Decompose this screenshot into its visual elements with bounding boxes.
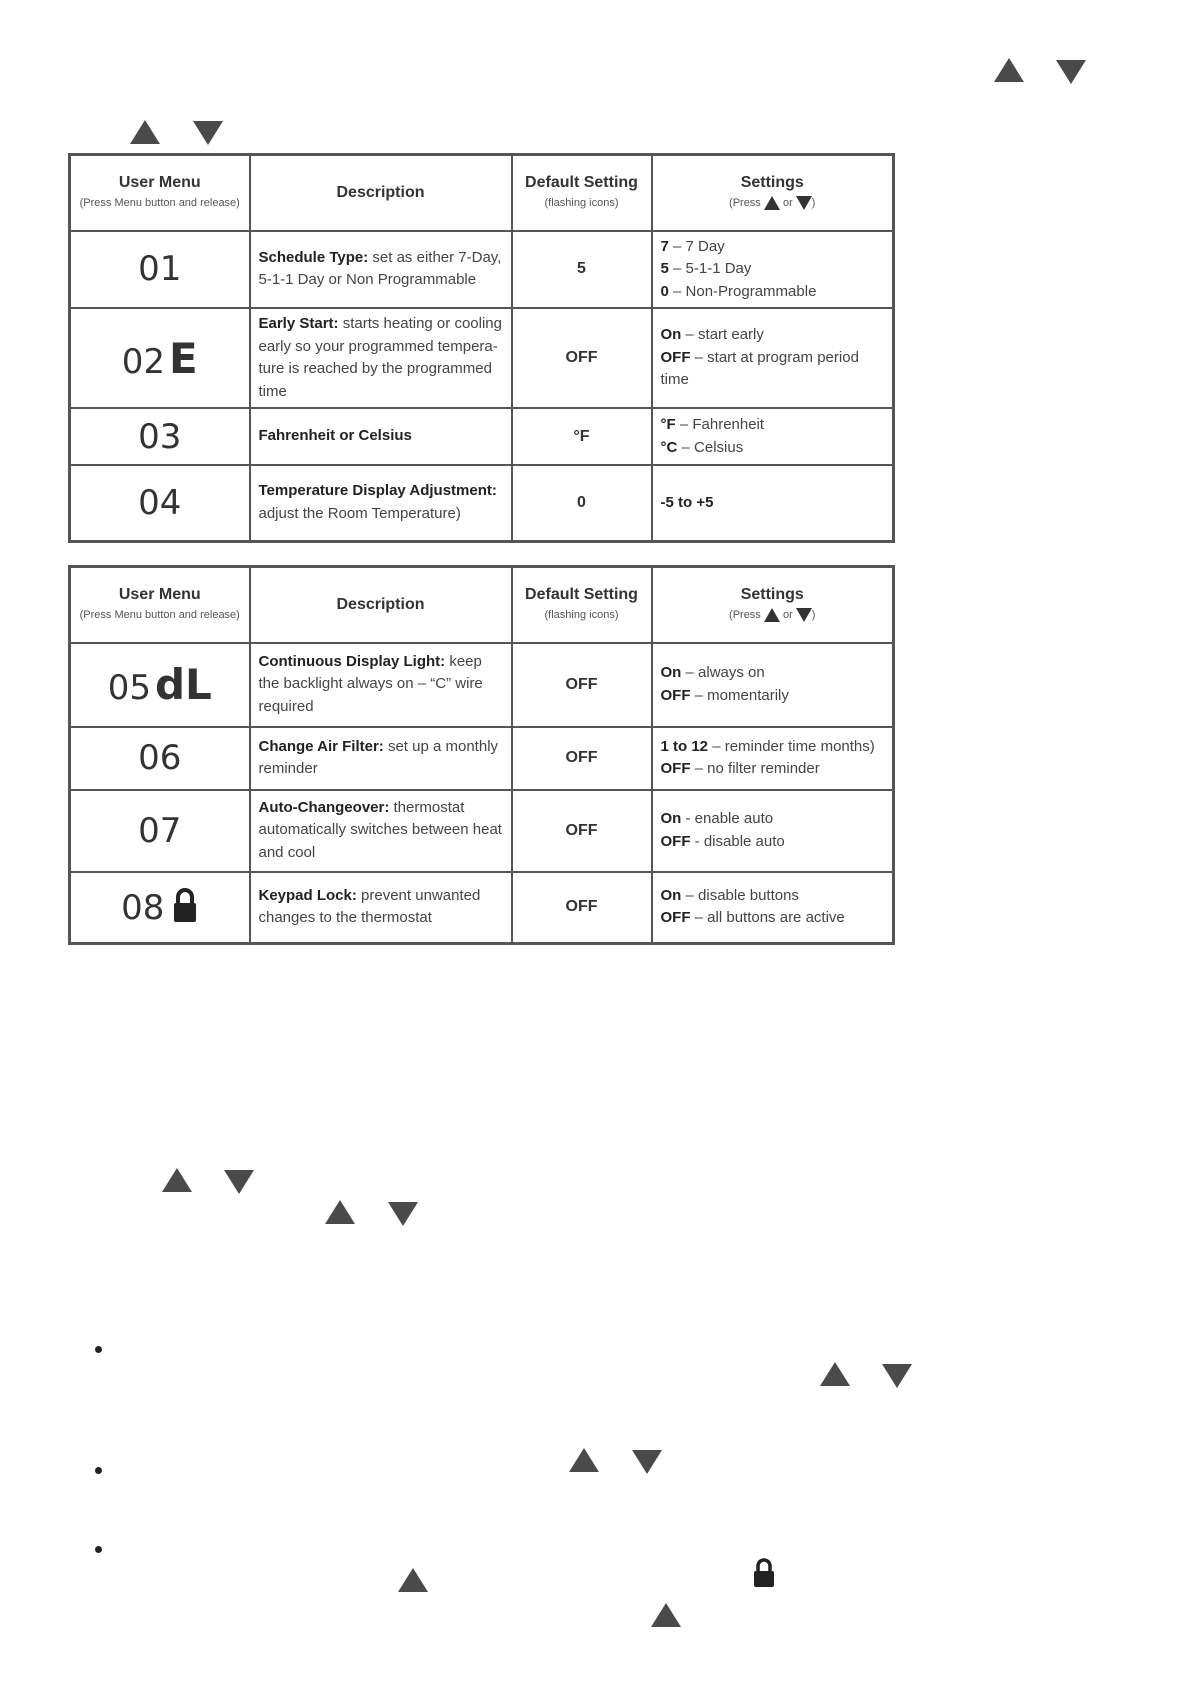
default-setting-cell: °F xyxy=(512,408,652,465)
default-setting-cell: OFF xyxy=(512,643,652,727)
up-arrow-icon xyxy=(398,1568,428,1592)
description-cell: Early Start: starts heating or cooling early so your programmed tempera-ture is reached by the programmed time xyxy=(250,308,512,408)
default-setting-cell: OFF xyxy=(512,872,652,944)
setting-option: 7 – 7 Day xyxy=(660,237,725,255)
setting-option: OFF – start at program period time xyxy=(660,348,859,389)
header-description: Description xyxy=(250,155,512,231)
description-cell: Temperature Display Adjustment: adjust the Room Temperature) xyxy=(250,465,512,541)
down-arrow-icon xyxy=(1056,60,1086,84)
down-arrow-icon xyxy=(193,121,223,145)
settings-cell xyxy=(652,308,894,408)
bullet xyxy=(95,1346,102,1353)
table-row xyxy=(70,465,894,541)
setting-option: OFF – momentarily xyxy=(660,686,789,704)
menu-code-cell xyxy=(70,790,250,872)
description-cell: Change Air Filter: set up a monthly reminder xyxy=(250,727,512,790)
menu-code-cell xyxy=(70,408,250,465)
setting-option: 0 – Non-Programmable xyxy=(660,282,817,300)
settings-cell xyxy=(652,408,894,465)
menu-code: 08 xyxy=(121,887,165,928)
default-setting-cell: 5 xyxy=(512,231,652,309)
settings-cell xyxy=(652,465,894,541)
table-row xyxy=(70,408,894,465)
settings-cell xyxy=(652,872,894,944)
table-row xyxy=(70,643,894,727)
settings-cell xyxy=(652,643,894,727)
up-arrow-icon xyxy=(130,120,160,144)
lock-icon xyxy=(172,887,198,923)
setting-option: °F – Fahrenheit xyxy=(660,416,765,433)
menu-code-cell xyxy=(70,465,250,541)
menu-code: 01 xyxy=(138,249,182,290)
default-setting-cell: OFF xyxy=(512,308,652,408)
settings-cell xyxy=(652,727,894,790)
lock-icon xyxy=(752,1558,776,1588)
menu-code: 02 xyxy=(121,341,166,382)
header-default: Default Setting (flashing icons) xyxy=(512,567,652,643)
setting-option: 5 – 5-1-1 Day xyxy=(660,260,752,277)
default-setting-cell: OFF xyxy=(512,790,652,872)
setting-option: On – start early xyxy=(660,326,764,344)
menu-code-cell xyxy=(70,643,250,727)
setting-option: On – disable buttons xyxy=(660,886,799,904)
header-user-menu: User Menu (Press Menu button and release) xyxy=(70,155,250,231)
menu-symbol: E xyxy=(169,333,198,383)
up-arrow-icon xyxy=(994,58,1024,82)
menu-code: 05 xyxy=(107,668,151,708)
up-arrow-icon xyxy=(820,1362,850,1386)
setting-option: 1 to 12 – reminder time months) xyxy=(660,737,875,755)
table-row xyxy=(70,872,894,944)
down-arrow-icon xyxy=(796,608,812,622)
menu-code: 03 xyxy=(138,416,182,457)
settings-cell xyxy=(652,790,894,872)
up-arrow-icon xyxy=(569,1448,599,1472)
description-cell: Keypad Lock: prevent unwanted changes to the thermostat xyxy=(250,872,512,944)
header-settings: Settings (Press or ) xyxy=(652,155,894,231)
up-arrow-icon xyxy=(764,608,780,622)
down-arrow-icon xyxy=(882,1364,912,1388)
down-arrow-icon xyxy=(224,1170,254,1194)
description-cell: Schedule Type: set as either 7-Day, 5-1-1 Day or Non Programmable xyxy=(250,231,512,309)
setting-option: -5 to +5 xyxy=(660,493,714,511)
setting-option: °C – Celsius xyxy=(660,438,744,456)
menu-code-cell xyxy=(70,872,250,944)
bullet xyxy=(95,1546,102,1553)
setting-option: On - enable auto xyxy=(660,810,774,827)
up-arrow-icon xyxy=(325,1200,355,1224)
table-row xyxy=(70,231,894,309)
description-cell: Continuous Display Light: keep the backlight always on – “C” wire required xyxy=(250,643,512,727)
user-menu-table-2 xyxy=(68,565,895,945)
menu-code: 06 xyxy=(138,738,182,778)
default-setting-cell: OFF xyxy=(512,727,652,790)
down-arrow-icon xyxy=(388,1202,418,1226)
description-cell: Fahrenheit or Celsius xyxy=(250,408,512,465)
setting-option: OFF – all buttons are active xyxy=(660,909,845,927)
menu-code-cell xyxy=(70,727,250,790)
down-arrow-icon xyxy=(632,1450,662,1474)
menu-code-cell xyxy=(70,308,250,408)
up-arrow-icon xyxy=(764,196,780,210)
table-row xyxy=(70,308,894,408)
setting-option: OFF – no filter reminder xyxy=(660,760,820,777)
bullet xyxy=(95,1467,102,1474)
menu-symbol: dL xyxy=(154,660,212,709)
user-menu-table-1 xyxy=(68,153,895,543)
table-row xyxy=(70,727,894,790)
default-setting-cell: 0 xyxy=(512,465,652,541)
header-settings: Settings (Press or ) xyxy=(652,567,894,643)
settings-cell xyxy=(652,231,894,309)
setting-option: OFF - disable auto xyxy=(660,832,785,850)
header-user-menu: User Menu (Press Menu button and release) xyxy=(70,567,250,643)
menu-code: 04 xyxy=(138,482,182,523)
menu-code-cell xyxy=(70,231,250,309)
description-cell: Auto-Changeover: thermostat automatically switches between heat and cool xyxy=(250,790,512,872)
table-row xyxy=(70,790,894,872)
menu-code: 07 xyxy=(138,810,182,851)
up-arrow-icon xyxy=(651,1603,681,1627)
header-default: Default Setting (flashing icons) xyxy=(512,155,652,231)
down-arrow-icon xyxy=(796,196,812,210)
setting-option: On – always on xyxy=(660,664,765,681)
header-description: Description xyxy=(250,567,512,643)
up-arrow-icon xyxy=(162,1168,192,1192)
